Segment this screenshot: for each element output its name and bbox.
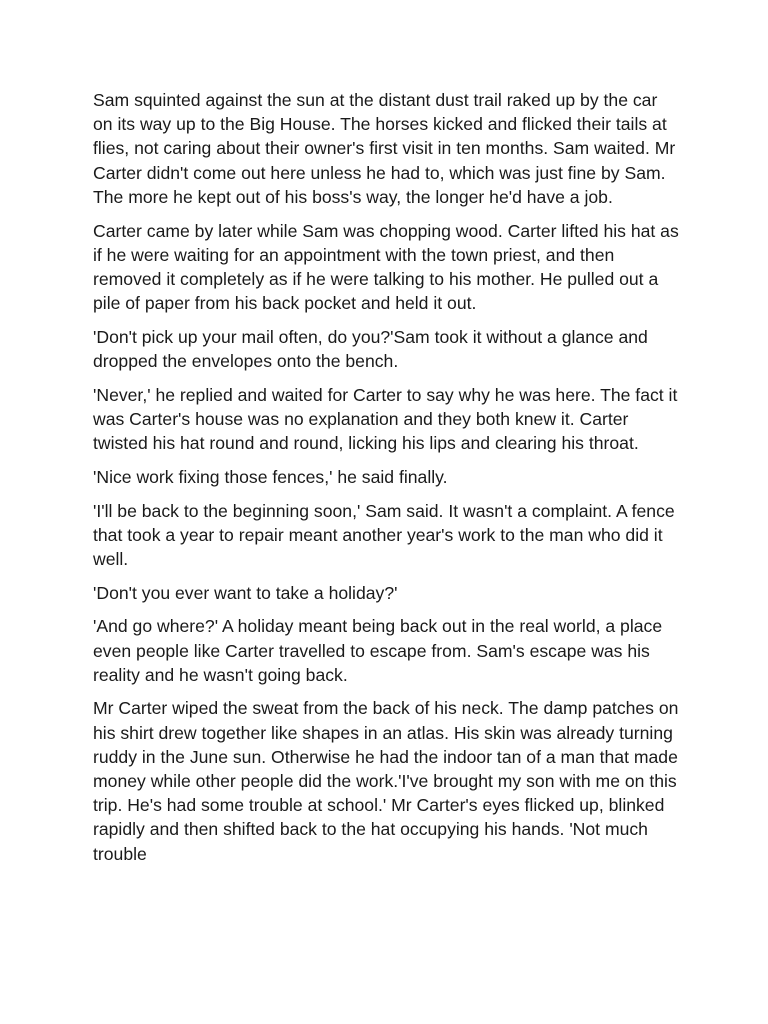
paragraph-8: 'And go where?' A holiday meant being back out in the real world, a place even people like Carter travelled to escape from. Sam's escape was his reality and he wasn't going back.: [93, 616, 663, 685]
paragraph-4: 'Never,' he replied and waited for Carter to say why he was here. The fact it was Carter's house was no explanation and they both knew it. Carter twisted his hat round and round, licking his lips and clearing his throat.: [93, 384, 678, 454]
paragraph-3: 'Don't pick up your mail often, do you?'Sam took it without a glance and dropped the envelopes onto the bench.: [93, 326, 648, 372]
paragraph-1: Sam squinted against the sun at the distant dust trail raked up by the car on its way up to the Big House. The horses kicked and flicked their tails at flies, not caring about their owner's first visit in ten months. Sam waited. Mr Carter didn't come out here unless he had to, which was just fine by Sam. The more he kept out of his boss's way, the longer he'd have a job.: [93, 90, 676, 207]
paragraph-7: 'Don't you ever want to take a holiday?': [93, 582, 398, 603]
paragraph-9: Mr Carter wiped the sweat from the back of his neck. The damp patches on his shirt drew together like shapes in an atlas. His skin was already turning ruddy in the June sun. Otherwise he had the indoor tan of a man that made money while other people did the work.'I've brought my son with me on this trip. He's had some trouble at school.' Mr Carter's eyes flicked up, blinked rapidly and then shifted back to the hat occupying his hands. 'Not much trouble: [93, 698, 679, 864]
paragraph-2: Carter came by later while Sam was chopping wood. Carter lifted his hat as if he were waiting for an appointment with the town priest, and then removed it completely as if he were talking to his mother. He pulled out a pile of paper from his back pocket and held it out.: [93, 220, 679, 314]
paragraph-5: 'Nice work fixing those fences,' he said finally.: [93, 466, 448, 487]
paragraph-6: 'I'll be back to the beginning soon,' Sam said. It wasn't a complaint. A fence that took a year to repair meant another year's work to the man who did it well.: [93, 500, 675, 569]
document-page: [93, 88, 681, 875]
